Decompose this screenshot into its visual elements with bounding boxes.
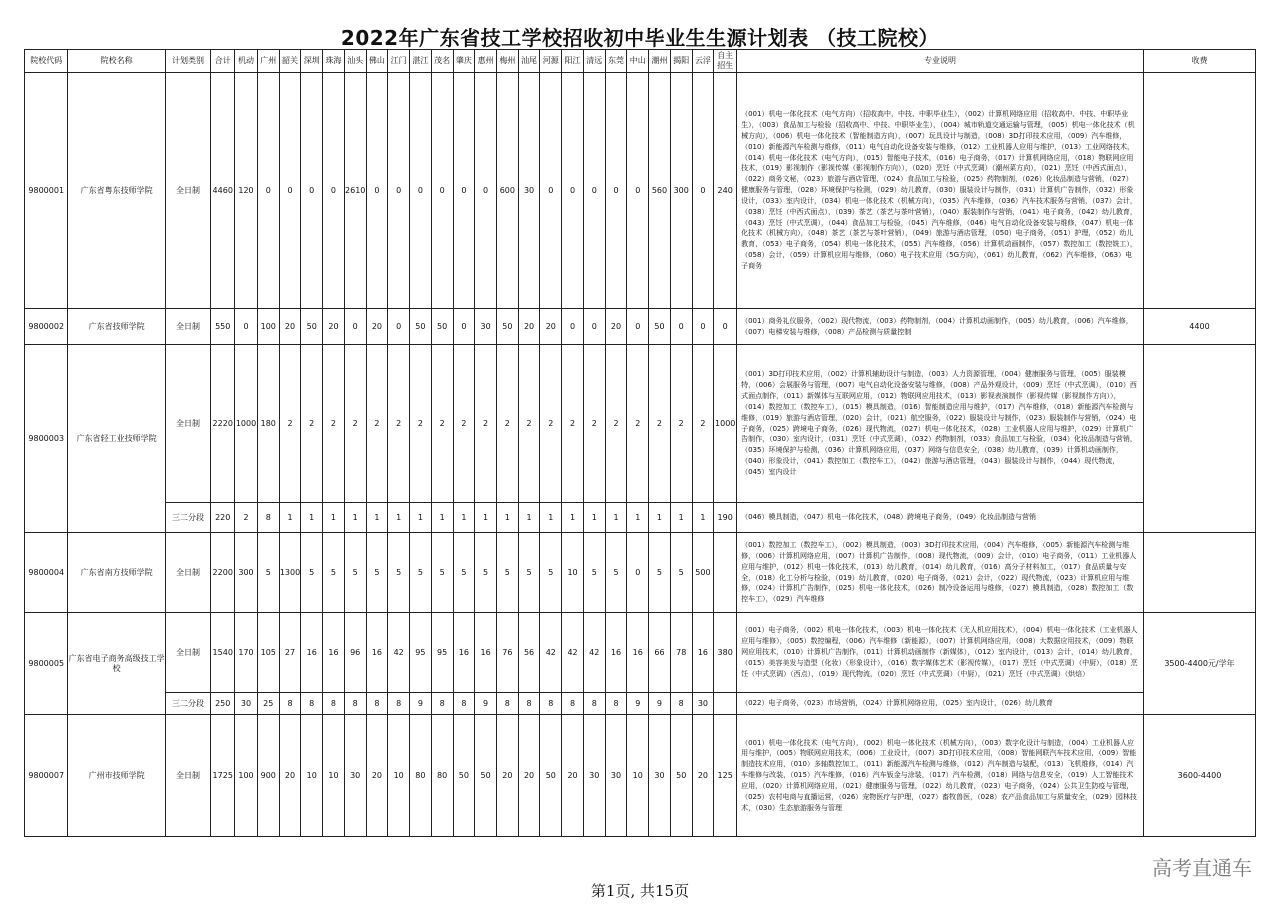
quota-cell: 25 — [257, 693, 279, 715]
quota-cell: 50 — [301, 309, 323, 345]
major-description: （001）数控加工（数控车工），（002）模具制造，（003）3D打印技术应用，（004）汽车维修，（005）新能源汽车检测与维修，（006）计算机网络应用，（007）计算机广告制作，（008）现代物流，（009）会计，（010）电子商务，（011）工业机器人应用与维护，（012）机电一体化技术，（013）幼儿教育，（014）幼儿教育，（016）高分子材料加工，（017）食品质量与安全，（018）化工分析与检验，（019）幼儿教育，（020）电子商务，（021）会计，（022）现代物流，（023）计算机应用与维修，（024）计算机广告制作，（025）机电一体化技术，（026）制冷设备运用与维修，（027）模具制造，（028）数控加工（数控车工），（029）汽车维修 — [737, 533, 1144, 613]
quota-cell: 105 — [257, 613, 279, 693]
quota-cell: 5 — [583, 533, 605, 613]
quota-cell: 0 — [627, 309, 649, 345]
quota-cell: 8 — [366, 693, 388, 715]
quota-cell: 0 — [453, 309, 475, 345]
quota-cell: 78 — [670, 613, 692, 693]
quota-cell: 120 — [235, 73, 258, 309]
table-row — [25, 345, 1256, 503]
quota-cell: 0 — [475, 73, 497, 309]
column-header: 河源 — [540, 50, 562, 73]
column-header: 揭阳 — [670, 50, 692, 73]
quota-cell: 10 — [323, 715, 345, 837]
quota-cell: 2 — [562, 345, 584, 503]
quota-cell: 1 — [323, 503, 345, 533]
quota-cell: 220 — [211, 503, 235, 533]
quota-cell: 16 — [323, 613, 345, 693]
quota-cell: 5 — [670, 533, 692, 613]
quota-cell: 30 — [605, 715, 627, 837]
quota-cell: 0 — [323, 73, 345, 309]
quota-cell: 1 — [540, 503, 562, 533]
quota-cell: 560 — [649, 73, 671, 309]
quota-cell: 8 — [583, 693, 605, 715]
plan-type: 全日制 — [165, 613, 211, 693]
quota-cell: 50 — [431, 309, 453, 345]
quota-cell: 2 — [627, 345, 649, 503]
quota-cell: 0 — [431, 73, 453, 309]
quota-cell: 30 — [344, 715, 366, 837]
plan-type: 三二分段 — [165, 503, 211, 533]
quota-cell: 10 — [301, 715, 323, 837]
quota-cell: 0 — [692, 309, 714, 345]
quota-cell: 0 — [714, 309, 737, 345]
quota-cell: 66 — [649, 613, 671, 693]
column-header: 湛江 — [410, 50, 432, 73]
quota-cell: 1300 — [279, 533, 301, 613]
quota-cell: 5 — [257, 533, 279, 613]
column-header: 中山 — [627, 50, 649, 73]
quota-cell: 1 — [518, 503, 540, 533]
school-code: 9800005 — [25, 613, 68, 715]
quota-cell: 9 — [649, 693, 671, 715]
quota-cell: 16 — [605, 613, 627, 693]
quota-cell: 20 — [540, 309, 562, 345]
quota-cell: 2 — [301, 345, 323, 503]
quota-cell: 2 — [388, 345, 410, 503]
page-title: 2022年广东省技工学校招收初中毕业生生源计划表 （技工院校） — [340, 26, 940, 50]
quota-cell: 1 — [605, 503, 627, 533]
quota-cell: 30 — [235, 693, 258, 715]
quota-cell: 2 — [344, 345, 366, 503]
quota-cell: 380 — [714, 613, 737, 693]
quota-cell: 2 — [453, 345, 475, 503]
quota-cell: 50 — [410, 309, 432, 345]
quota-cell: 1 — [670, 503, 692, 533]
quota-cell: 50 — [670, 715, 692, 837]
quota-cell: 2220 — [211, 345, 235, 503]
quota-cell: 20 — [562, 715, 584, 837]
quota-cell: 1 — [366, 503, 388, 533]
quota-cell: 125 — [714, 715, 737, 837]
quota-cell: 20 — [279, 715, 301, 837]
table-row — [25, 613, 1256, 693]
major-description: （001）电子商务，（002）机电一体化技术，（003）机电一体化技术（无人机应用技术），（004）机电一体化技术（工业机器人应用与维修），（005）数控编程，（006）汽车维修（新能源），（007）计算机网络应用，（008）大数据应用技术，（009）物联网应用技术，（010）计算机广告制作，（011）计算机动画制作（新媒体），（012）室内设计，（013）会计，（014）幼儿教育，（015）美容美发与造型（化妆）（形象设计），（016）数字媒体艺术（影视传媒），（017）烹饪（中式烹调）（中厨），（018）烹饪（中式烹调）（西点），（019）现代物流，（020）烹饪（中式烹调）（中厨），（021）烹饪（中式烹调）（烘焙） — [737, 613, 1144, 693]
quota-cell: 8 — [344, 693, 366, 715]
quota-cell: 100 — [235, 715, 258, 837]
quota-cell: 20 — [496, 715, 518, 837]
quota-cell: 300 — [235, 533, 258, 613]
quota-cell: 0 — [583, 73, 605, 309]
quota-cell: 0 — [627, 73, 649, 309]
quota-cell: 8 — [323, 693, 345, 715]
quota-cell: 500 — [692, 533, 714, 613]
quota-cell: 1 — [562, 503, 584, 533]
quota-cell: 16 — [692, 613, 714, 693]
quota-cell: 0 — [562, 309, 584, 345]
quota-cell: 8 — [670, 693, 692, 715]
quota-cell: 2610 — [344, 73, 366, 309]
major-description: （001）机电一体化技术（电气方向）（招收高中、中技、中职毕业生），（002）计算机网络应用（招收高中、中技、中职毕业生），（003）食品加工与检验（招收高中、中技、中职毕业生），（004）城市轨道交通运输与管理，（005）机电一体化技术（机械方向），（006）机电一体化技术（智能制造方向），（007）玩具设计与制造，（008）3D打印技术应用，（009）汽车维修，（010）新能源汽车检测与维修，（011）电气自动化设备安装与维修，（012）工业机器人应用与维护，（013）工业网络技术，（014）机电一体化技术（电气方向），（015）智能电子技术，（016）电子商务，（017）计算机网络应用，（018）物联网应用技术，（019）影视制作（影视传媒（影视制作方向）），（020）烹饪（中式烹调）（潮州菜方向），（021）烹饪（中西式面点），（022）商务文秘，（023）旅游与酒店管理，（024）食品加工与检验，（025）药物制剂，（026）化妆品制造与营销，（027）健康服务与管理，（028）环境保护与检测，（029）幼儿教育，（030）服装设计与制作，（031）计算机广告制作，（032）形象设计，（033）室内设计，（034）机电一体化技术（机械方向），（035）汽车维修，（036）汽车技术服务与营销，（037）会计，（038）烹饪（中西式面点），（039）茶艺（茶艺与茶叶营销），（040）服装制作与营销，（041）电子商务，（042）幼儿教育，（043）烹饪（中式烹调），（044）食品加工与检验，（045）汽车维修，（046）电气自动化设备安装与维修，（047）机电一体化技术（机械方向），（048）茶艺（茶艺与茶叶营销），（049）旅游与酒店管理，（050）电子商务，（051）护理，（052）幼儿教育，（053）电子商务，（054）机电一体化技术，（055）汽车维修，（056）计算机动画制作，（057）数控加工（数控铣工），（058）会计，（059）计算机应用与维修，（060）电子技术应用（5G方向），（061）幼儿教育，（062）汽车维修，（063）电子商务 — [737, 73, 1144, 309]
quota-cell: 1540 — [211, 613, 235, 693]
table-row — [25, 693, 1256, 715]
quota-cell: 5 — [410, 533, 432, 613]
quota-cell: 2 — [323, 345, 345, 503]
quota-cell: 76 — [496, 613, 518, 693]
column-header: 东莞 — [605, 50, 627, 73]
page-info: 第1页, 共15页 — [590, 882, 690, 900]
quota-cell: 1 — [692, 503, 714, 533]
major-description: （001）机电一体化技术（电气方向），（002）机电一体化技术（机械方向），（003）数字化设计与制造，（004）工业机器人应用与维护，（005）物联网应用技术，（006）工业设计，（007）3D打印技术应用，（008）智能网联汽车技术应用，（009）智能制造技术应用，（010）多轴数控加工，（011）新能源汽车检测与维修，（012）汽车制造与装配，（013）飞机维修，（014）汽车维修与改装，（015）汽车维修，（016）汽车钣金与涂装，（017）汽车检测，（018）网络与信息安全，（019）人工智能技术应用，（020）计算机网络应用，（021）健康服务与管理，（022）幼儿教育，（023）电子商务，（024）公共卫生防疫与管理，（025）农村电商与直播运营，（026）宠物医疗与护理，（027）畜牧兽医，（028）农产品食品加工与质量安全，（029）园林技术，（030）生态旅游服务与管理 — [737, 715, 1144, 837]
column-header: 自主招生 — [714, 50, 737, 73]
quota-cell: 42 — [583, 613, 605, 693]
quota-cell: 2 — [583, 345, 605, 503]
quota-cell: 56 — [518, 613, 540, 693]
column-header: 机动 — [235, 50, 258, 73]
quota-cell: 8 — [388, 693, 410, 715]
quota-cell: 8 — [562, 693, 584, 715]
quota-cell: 5 — [496, 533, 518, 613]
quota-cell: 95 — [410, 613, 432, 693]
column-header: 深圳 — [301, 50, 323, 73]
quota-cell: 0 — [692, 73, 714, 309]
quota-cell: 0 — [540, 73, 562, 309]
school-name: 广州市技师学院 — [68, 715, 165, 837]
table-row — [25, 503, 1256, 533]
quota-cell: 50 — [475, 715, 497, 837]
school-code: 9800003 — [25, 345, 68, 533]
quota-cell: 1000 — [714, 345, 737, 503]
quota-cell: 8 — [540, 693, 562, 715]
quota-cell: 1 — [453, 503, 475, 533]
quota-cell: 0 — [670, 309, 692, 345]
school-name: 广东省电子商务高级技工学校 — [68, 613, 165, 715]
quota-cell: 20 — [279, 309, 301, 345]
column-header: 专业说明 — [737, 50, 1144, 73]
header-row — [25, 50, 1256, 73]
column-header: 潮州 — [649, 50, 671, 73]
table-row — [25, 715, 1256, 837]
column-header: 清远 — [583, 50, 605, 73]
quota-cell: 1 — [649, 503, 671, 533]
quota-cell: 8 — [257, 503, 279, 533]
quota-cell: 2 — [692, 345, 714, 503]
quota-cell: 20 — [518, 715, 540, 837]
quota-cell: 100 — [257, 309, 279, 345]
quota-cell: 30 — [692, 693, 714, 715]
quota-cell: 50 — [496, 309, 518, 345]
column-header: 阳江 — [562, 50, 584, 73]
quota-cell: 2 — [670, 345, 692, 503]
quota-cell: 8 — [605, 693, 627, 715]
column-header: 汕头 — [344, 50, 366, 73]
quota-cell: 8 — [518, 693, 540, 715]
quota-cell: 0 — [301, 73, 323, 309]
column-header: 韶关 — [279, 50, 301, 73]
quota-cell: 9 — [627, 693, 649, 715]
column-header: 院校名称 — [68, 50, 165, 73]
quota-cell: 2 — [431, 345, 453, 503]
quota-cell: 10 — [627, 715, 649, 837]
quota-cell: 5 — [301, 533, 323, 613]
tuition-fee — [1143, 73, 1255, 309]
plan-type: 全日制 — [165, 309, 211, 345]
quota-cell: 16 — [627, 613, 649, 693]
quota-cell: 0 — [388, 73, 410, 309]
table-row — [25, 533, 1256, 613]
school-name: 广东省技师学院 — [68, 309, 165, 345]
quota-cell: 42 — [388, 613, 410, 693]
column-header: 肇庆 — [453, 50, 475, 73]
plan-type: 全日制 — [165, 715, 211, 837]
quota-cell: 20 — [692, 715, 714, 837]
column-header: 合计 — [211, 50, 235, 73]
quota-cell: 1 — [344, 503, 366, 533]
quota-cell: 5 — [388, 533, 410, 613]
school-name: 广东省粤东技师学院 — [68, 73, 165, 309]
quota-cell: 1000 — [235, 345, 258, 503]
major-description: （022）电子商务，（023）市场营销，（024）计算机网络应用，（025）室内设计，（026）幼儿教育 — [737, 693, 1144, 715]
column-header: 广州 — [257, 50, 279, 73]
quota-cell: 8 — [453, 693, 475, 715]
quota-cell: 0 — [366, 73, 388, 309]
quota-cell: 5 — [518, 533, 540, 613]
tuition-fee: 3600-4400 — [1143, 715, 1255, 837]
quota-cell: 170 — [235, 613, 258, 693]
plan-type: 三二分段 — [165, 693, 211, 715]
quota-cell: 0 — [344, 309, 366, 345]
quota-cell: 0 — [279, 73, 301, 309]
school-code: 9800007 — [25, 715, 68, 837]
quota-cell: 5 — [649, 533, 671, 613]
plan-type: 全日制 — [165, 73, 211, 309]
quota-cell: 5 — [344, 533, 366, 613]
quota-cell: 1 — [475, 503, 497, 533]
quota-cell: 8 — [431, 693, 453, 715]
quota-cell: 8 — [279, 693, 301, 715]
quota-cell: 20 — [366, 715, 388, 837]
quota-cell: 95 — [431, 613, 453, 693]
quota-cell: 42 — [540, 613, 562, 693]
quota-cell: 300 — [670, 73, 692, 309]
quota-cell: 0 — [388, 309, 410, 345]
major-description: （001）3D打印技术应用，（002）计算机辅助设计与制造，（003）人力资源管理，（004）健康服务与管理，（005）服装模特，（006）会展服务与管理，（007）电气自动化设备安装与维修，（008）产品外观设计，（009）烹饪（中式烹调），（010）西式面点制作，（011）新媒体与互联网应用，（012）物联网应用技术，（013）影视表演制作（影视传媒（影视制作方向）），（014）数控加工（数控车工），（015）模具制造，（016）智能制造应用与维护，（017）汽车维修，（018）新能源汽车检测与维修，（019）旅游与酒店管理，（020）会计，（021）航空服务，（022）服装设计与制作，（023）服装制作与营销，（024）电子商务，（025）跨境电子商务，（026）现代物流，（027）机电一体化技术，（028）工业机器人应用与维护，（029）计算机广告制作，（030）室内设计，（031）烹饪（中式烹调），（032）药物制剂，（033）食品加工与检验，（034）化妆品制造与营销，（035）环境保护与检测，（036）计算机网络应用，（037）网络与信息安全，（038）幼儿教育，（039）计算机动画制作，（040）形象设计，（041）数控加工（数控车工），（042）旅游与酒店管理，（043）服装设计与制作，（044）现代物流，（045）室内设计 — [737, 345, 1144, 503]
quota-cell: 9 — [410, 693, 432, 715]
column-header: 云浮 — [692, 50, 714, 73]
quota-cell: 5 — [431, 533, 453, 613]
quota-cell: 16 — [453, 613, 475, 693]
quota-cell: 2 — [605, 345, 627, 503]
quota-cell: 8 — [496, 693, 518, 715]
school-code: 9800004 — [25, 533, 68, 613]
column-header: 惠州 — [475, 50, 497, 73]
quota-cell: 20 — [323, 309, 345, 345]
enrollment-plan-table — [24, 49, 1256, 837]
column-header: 珠海 — [323, 50, 345, 73]
quota-cell: 16 — [301, 613, 323, 693]
major-description: （001）商务礼仪服务，（002）现代物流，（003）药物制剂，（004）计算机动画制作，（005）幼儿教育，（006）汽车维修，（007）电梯安装与维修，（008）产品检测与质量控制 — [737, 309, 1144, 345]
column-header: 院校代码 — [25, 50, 68, 73]
quota-cell: 1 — [410, 503, 432, 533]
column-header: 佛山 — [366, 50, 388, 73]
tuition-fee: 4400 — [1143, 309, 1255, 345]
quota-cell: 0 — [605, 73, 627, 309]
quota-cell: 50 — [453, 715, 475, 837]
quota-cell: 180 — [257, 345, 279, 503]
quota-cell: 1 — [496, 503, 518, 533]
quota-cell: 5 — [366, 533, 388, 613]
quota-cell: 30 — [518, 73, 540, 309]
school-name: 广东省南方技师学院 — [68, 533, 165, 613]
quota-cell: 5 — [475, 533, 497, 613]
quota-cell: 5 — [540, 533, 562, 613]
quota-cell: 0 — [257, 73, 279, 309]
quota-cell: 1 — [627, 503, 649, 533]
quota-cell: 30 — [583, 715, 605, 837]
column-header: 计划类别 — [165, 50, 211, 73]
quota-cell: 30 — [649, 715, 671, 837]
column-header: 收费 — [1143, 50, 1255, 73]
column-header: 江门 — [388, 50, 410, 73]
column-header: 梅州 — [496, 50, 518, 73]
table-row — [25, 309, 1256, 345]
quota-cell: 20 — [518, 309, 540, 345]
quota-cell: 2 — [518, 345, 540, 503]
table-row — [25, 73, 1256, 309]
quota-cell: 250 — [211, 693, 235, 715]
watermark-text: 高考直通车 — [1152, 856, 1252, 880]
quota-cell: 1 — [279, 503, 301, 533]
quota-cell: 0 — [453, 73, 475, 309]
quota-cell: 0 — [235, 309, 258, 345]
tuition-fee: 3500-4400元/学年 — [1143, 613, 1255, 715]
quota-cell: 190 — [714, 503, 737, 533]
quota-cell: 1 — [388, 503, 410, 533]
quota-cell: 80 — [410, 715, 432, 837]
quota-cell: 2 — [496, 345, 518, 503]
quota-cell: 2 — [279, 345, 301, 503]
plan-type: 全日制 — [165, 533, 211, 613]
quota-cell: 20 — [366, 309, 388, 345]
quota-cell: 900 — [257, 715, 279, 837]
quota-cell: 9 — [475, 693, 497, 715]
quota-cell: 0 — [410, 73, 432, 309]
quota-cell: 1725 — [211, 715, 235, 837]
quota-cell: 2200 — [211, 533, 235, 613]
quota-cell: 42 — [562, 613, 584, 693]
quota-cell: 550 — [211, 309, 235, 345]
quota-cell: 2 — [540, 345, 562, 503]
quota-cell: 96 — [344, 613, 366, 693]
quota-cell: 16 — [475, 613, 497, 693]
quota-cell: 5 — [323, 533, 345, 613]
quota-cell: 8 — [301, 693, 323, 715]
quota-cell: 0 — [583, 309, 605, 345]
quota-cell: 1 — [431, 503, 453, 533]
quota-cell: 4460 — [211, 73, 235, 309]
quota-cell: 10 — [388, 715, 410, 837]
quota-cell: 27 — [279, 613, 301, 693]
quota-cell: 50 — [540, 715, 562, 837]
quota-cell: 2 — [366, 345, 388, 503]
quota-cell — [714, 533, 737, 613]
quota-cell: 0 — [562, 73, 584, 309]
quota-cell: 50 — [649, 309, 671, 345]
tuition-fee — [1143, 533, 1255, 613]
quota-cell — [714, 693, 737, 715]
major-description: （046）模具制造，（047）机电一体化技术，（048）跨境电子商务，（049）化妆品制造与营销 — [737, 503, 1144, 533]
quota-cell: 30 — [475, 309, 497, 345]
column-header: 汕尾 — [518, 50, 540, 73]
quota-cell: 240 — [714, 73, 737, 309]
plan-type: 全日制 — [165, 345, 211, 503]
quota-cell: 10 — [562, 533, 584, 613]
quota-cell: 2 — [410, 345, 432, 503]
tuition-fee — [1143, 345, 1255, 533]
school-code: 9800002 — [25, 309, 68, 345]
quota-cell: 1 — [583, 503, 605, 533]
quota-cell: 5 — [605, 533, 627, 613]
school-code: 9800001 — [25, 73, 68, 309]
quota-cell: 2 — [649, 345, 671, 503]
quota-cell: 16 — [366, 613, 388, 693]
school-name: 广东省轻工业技师学院 — [68, 345, 165, 533]
quota-cell: 80 — [431, 715, 453, 837]
quota-cell: 2 — [235, 503, 258, 533]
quota-cell: 600 — [496, 73, 518, 309]
quota-cell: 1 — [301, 503, 323, 533]
column-header: 茂名 — [431, 50, 453, 73]
quota-cell: 20 — [605, 309, 627, 345]
quota-cell: 2 — [475, 345, 497, 503]
quota-cell: 0 — [627, 533, 649, 613]
quota-cell: 5 — [453, 533, 475, 613]
